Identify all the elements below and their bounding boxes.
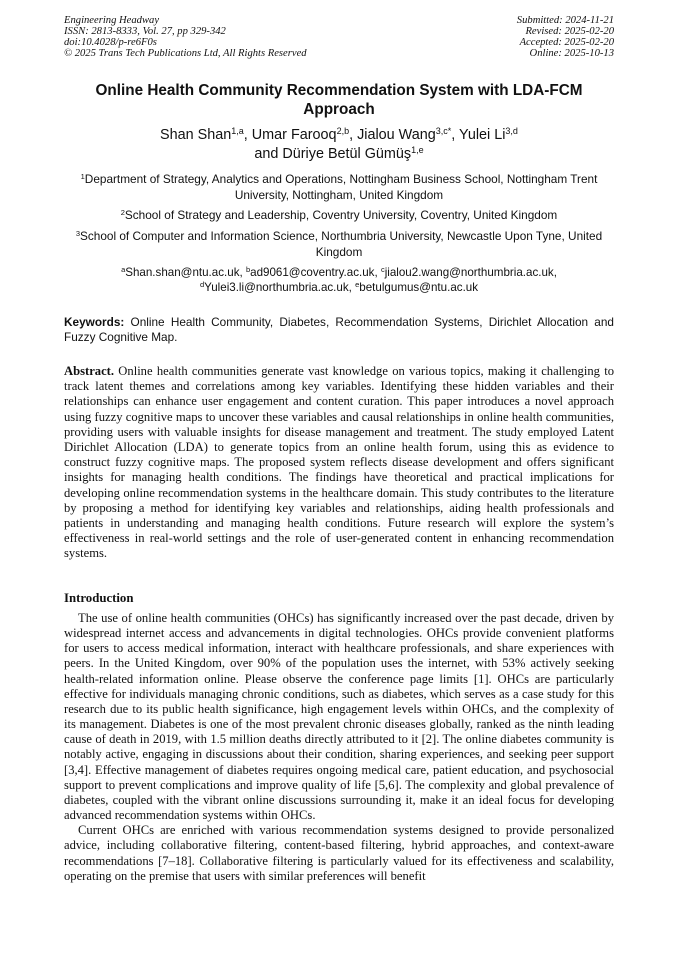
email-marker: d: [199, 279, 205, 289]
email-address: jialou2.wang@northumbria.ac.uk,: [384, 266, 557, 279]
email-marker: b: [245, 265, 251, 274]
copyright-line: © 2025 Trans Tech Publications Ltd, All Rights Reserved: [64, 48, 307, 59]
journal-header-right: [517, 15, 614, 59]
author-name: Shan Shan: [160, 127, 232, 143]
accepted-date: Accepted: 2025-02-20: [519, 37, 614, 48]
author-name: Yulei Li: [459, 127, 506, 143]
author-conjunction: and: [254, 146, 279, 162]
email-address: ad9061@coventry.ac.uk,: [250, 266, 378, 279]
abstract-label: Abstract.: [64, 364, 115, 378]
affiliation-number: 1: [80, 172, 85, 181]
affiliation: [64, 172, 614, 203]
journal-header-left: [64, 15, 307, 59]
email-address: Yulei3.li@northumbria.ac.uk,: [204, 280, 352, 294]
author-superscript: 1,e: [411, 145, 424, 155]
abstract-section: [64, 364, 614, 562]
author-name: Jialou Wang: [357, 127, 436, 143]
affiliation-text: School of Strategy and Leadership, Coventry University, Coventry, United Kingdom: [124, 208, 558, 222]
abstract-text: Online health communities generate vast knowledge on various topics, making it challenging to track latent themes and correlations among key variables. Identifying these hidden variables and their relationships can enhance user engagement and content curation. This paper introduces a novel approach using fuzzy cognitive maps to uncover these variables and causal relationships in online health communities, providing users with valuable insights for disease management and treatment. The study employed Latent Dirichlet Allocation (LDA) to generate topics from an online health forum, using this as evidence to construct fuzzy cognitive maps. The proposed system reflects disease development and offers significant insights for managing health conditions. The findings have theoretical and practical implications for developing online recommendation systems in the healthcare domain. This study contributes to the literature by proposing a method for identifying key variables and relationships, aiding health professionals and patients in understanding and managing health conditions. Future research will explore the system’s effectiveness in real-world settings and the role of user-generated content in enhancing recommendation systems.: [64, 364, 615, 561]
keywords-section: [64, 315, 614, 345]
issn-line: ISSN: 2813-8333, Vol. 27, pp 329-342: [64, 26, 226, 37]
keywords-label: Keywords:: [64, 315, 125, 329]
doi-line: doi:10.4028/p-re6F0s: [64, 37, 157, 48]
keywords-text: Online Health Community, Diabetes, Recommendation Systems, Dirichlet Allocation and Fuzzy Cognitive Map.: [64, 315, 614, 344]
email-address: betulgumus@ntu.ac.uk: [359, 280, 479, 294]
body-paragraph: The use of online health communities (OHCs) has significantly increased over the past decade, driven by widespread internet access and advancements in digital technologies. OHCs provide convenient platforms for users to access medical information, interact with healthcare professionals, and share experiences with peers. In the United Kingdom, over 90% of the population uses the internet, with 53% actively seeking health-related information online. Please observe the conference page limits [1]. OHCs are particularly effective for individuals managing chronic conditions, such as diabetes, which serves as a case study for this research due to its public health significance, high engagement levels within OHCs, and the complexity of its management. Diabetes is one of the most prevalent chronic diseases globally, ranked as the ninth leading cause of death in 2019, with 1.5 million deaths directly attributed to it [2]. The online diabetes community is notably active, engaging in discussions about their condition, sharing experiences, and seeking peer support [3,4]. Effective management of diabetes requires ongoing medical care, patient education, and psychosocial support to prevent complications and improve quality of life [5,6]. The complexity and global prevalence of diabetes, coupled with the vibrant online discussions surrounding it, make it an ideal focus for developing advanced recommendation systems within OHCs.: [64, 611, 614, 823]
author-superscript: 3,d: [505, 126, 518, 136]
revised-date: Revised: 2025-02-20: [525, 26, 614, 37]
introduction-heading: Introduction: [64, 591, 134, 605]
author-superscript: 1,a: [231, 126, 244, 136]
affiliation: [64, 208, 614, 224]
author-name: Düriye Betül Gümüş: [282, 146, 412, 162]
affiliation-text: Department of Strategy, Analytics and Operations, Nottingham Business School, Nottingham Trent University, Nottingham, United Kingdom: [84, 172, 598, 202]
online-date: Online: 2025-10-13: [529, 48, 614, 59]
author-name: Umar Farooq: [251, 127, 337, 143]
author-superscript: 3,c*: [435, 126, 452, 136]
submitted-date: Submitted: 2024-11-21: [516, 15, 614, 26]
email-marker: c: [380, 265, 385, 274]
email-list: [64, 266, 614, 295]
email-marker: a: [121, 265, 126, 274]
affiliation-number: 2: [120, 208, 125, 217]
email-address: Shan.shan@ntu.ac.uk,: [125, 266, 243, 279]
affiliation-number: 3: [75, 229, 80, 238]
affiliation-text: School of Computer and Information Science, Northumbria University, Newcastle Upon Tyne, United Kingdom: [80, 229, 603, 259]
author-superscript: 2,b: [336, 126, 350, 136]
email-marker: e: [355, 279, 360, 289]
body-paragraph: Current OHCs are enriched with various recommendation systems designed to provide personalized advice, including collaborative filtering, content-based filtering, hybrid approaches, and context-aware recommendations [7–18]. Collaborative filtering is particularly valued for its effectiveness and scalability, operating on the premise that users with similar preferences will benefit: [64, 823, 614, 883]
journal-name: Engineering Headway: [64, 15, 160, 26]
paper-title: Online Health Community Recommendation System with LDA-FCM Approach: [95, 82, 583, 118]
affiliation: [64, 229, 614, 260]
introduction-body: [64, 611, 614, 884]
author-list: Shan Shan$^{1,a}$, Umar Farooq$^{2,b}$, Jialou Wang$^{3,c*}$, Yulei Li$^{3,d}$ and Düriye Betül Gümüş$^{1,e}$: [160, 126, 518, 162]
